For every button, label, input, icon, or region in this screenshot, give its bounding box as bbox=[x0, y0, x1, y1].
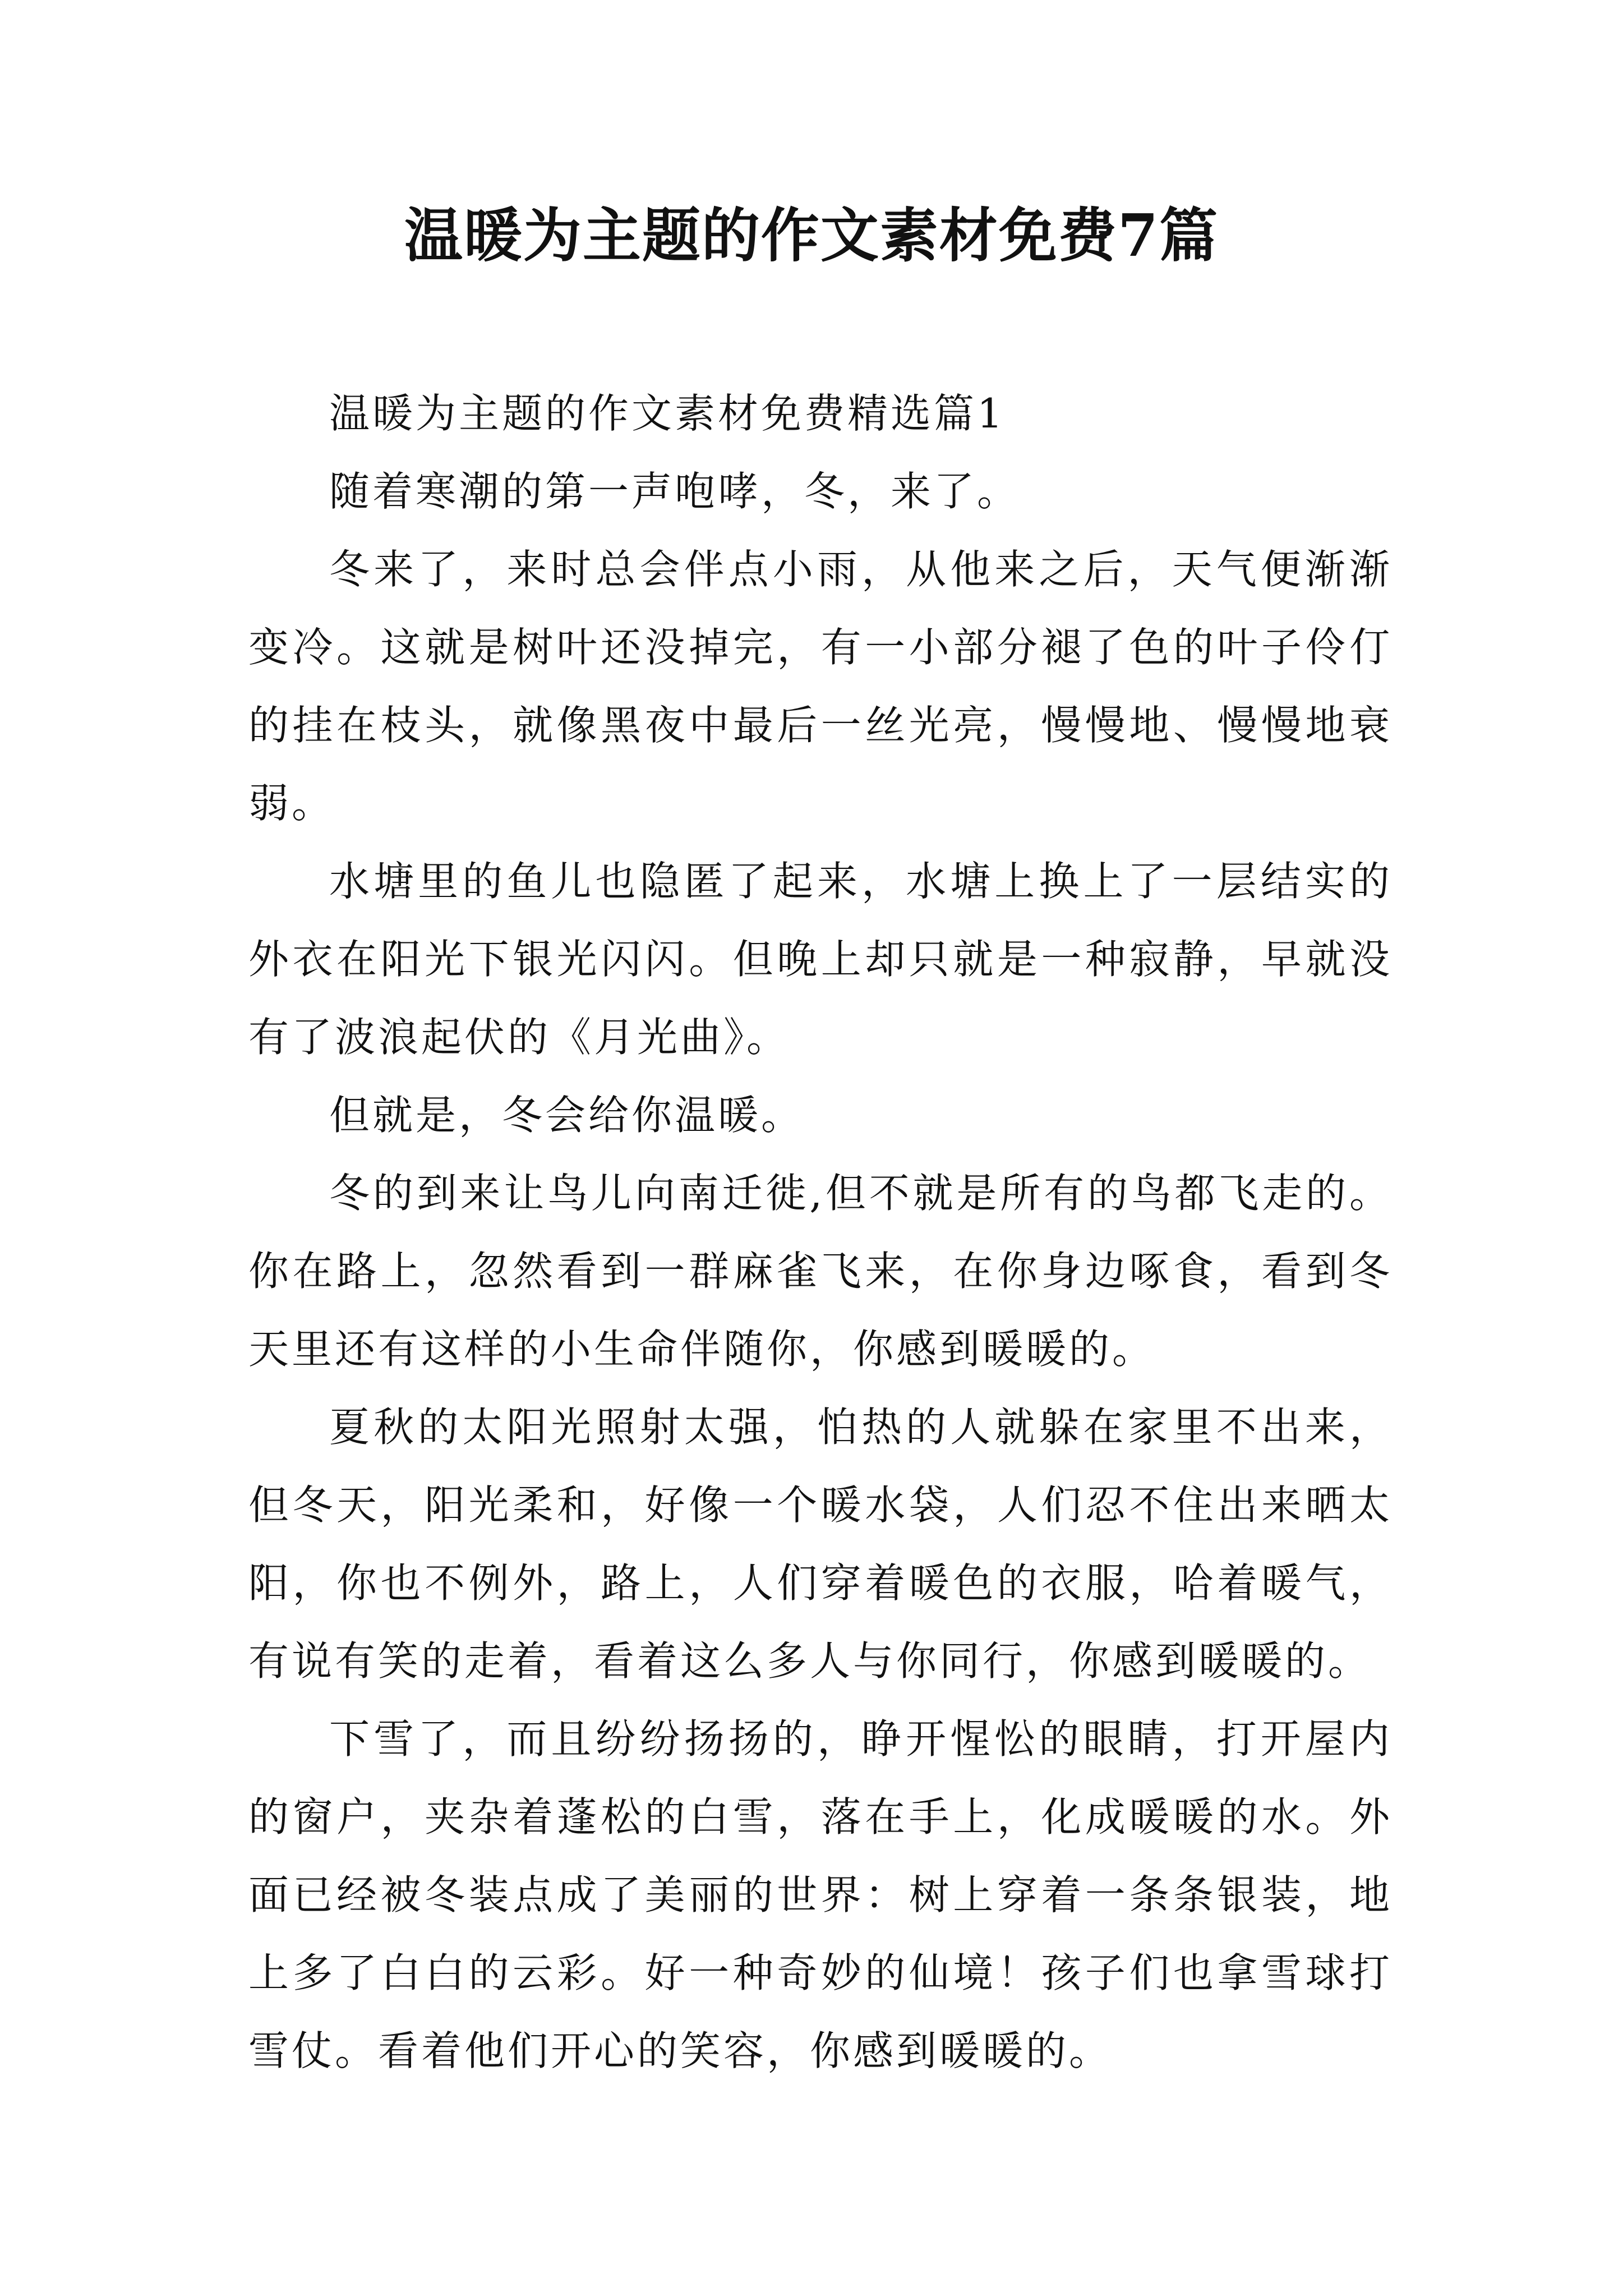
paragraph: 冬来了，来时总会伴点小雨，从他来之后，天气便渐渐变冷。这就是树叶还没掉完，有一小部分褪了色的叶子伶仃的挂在枝头，就像黑夜中最后一丝光亮，慢慢地、慢慢地衰弱。 bbox=[248, 546, 1393, 827]
document-title: 温暖为主题的作文素材免费7篇 bbox=[404, 201, 1219, 270]
paragraph: 随着寒潮的第一声咆哮，冬，来了。 bbox=[329, 468, 1021, 515]
document-body bbox=[248, 375, 1393, 2090]
paragraph: 但就是，冬会给你温暖。 bbox=[329, 1092, 805, 1139]
section-heading: 温暖为主题的作文素材免费精选篇1 bbox=[329, 390, 1006, 437]
paragraph: 水塘里的鱼儿也隐匿了起来，水塘上换上了一层结实的外衣在阳光下银光闪闪。但晚上却只就是一种寂静，早就没有了波浪起伏的《月光曲》。 bbox=[248, 858, 1393, 1061]
paragraph: 冬的到来让鸟儿向南迁徙,但不就是所有的鸟都飞走的。你在路上，忽然看到一群麻雀飞来，在你身边啄食，看到冬天里还有这样的小生命伴随你，你感到暖暖的。 bbox=[248, 1170, 1393, 1373]
paragraph: 夏秋的太阳光照射太强，怕热的人就躲在家里不出来，但冬天，阳光柔和，好像一个暖水袋，人们忍不住出来晒太阳，你也不例外，路上，人们穿着暖色的衣服，哈着暖气，有说有笑的走着，看着这么多人与你同行，你感到暖暖的。 bbox=[248, 1404, 1393, 1685]
paragraph: 下雪了，而且纷纷扬扬的，睁开惺忪的眼睛，打开屋内的窗户，夹杂着蓬松的白雪，落在手上，化成暖暖的水。外面已经被冬装点成了美丽的世界：树上穿着一条条银装，地上多了白白的云彩。好一种奇妙的仙境！孩子们也拿雪球打雪仗。看着他们开心的笑容，你感到暖暖的。 bbox=[248, 1715, 1393, 2074]
